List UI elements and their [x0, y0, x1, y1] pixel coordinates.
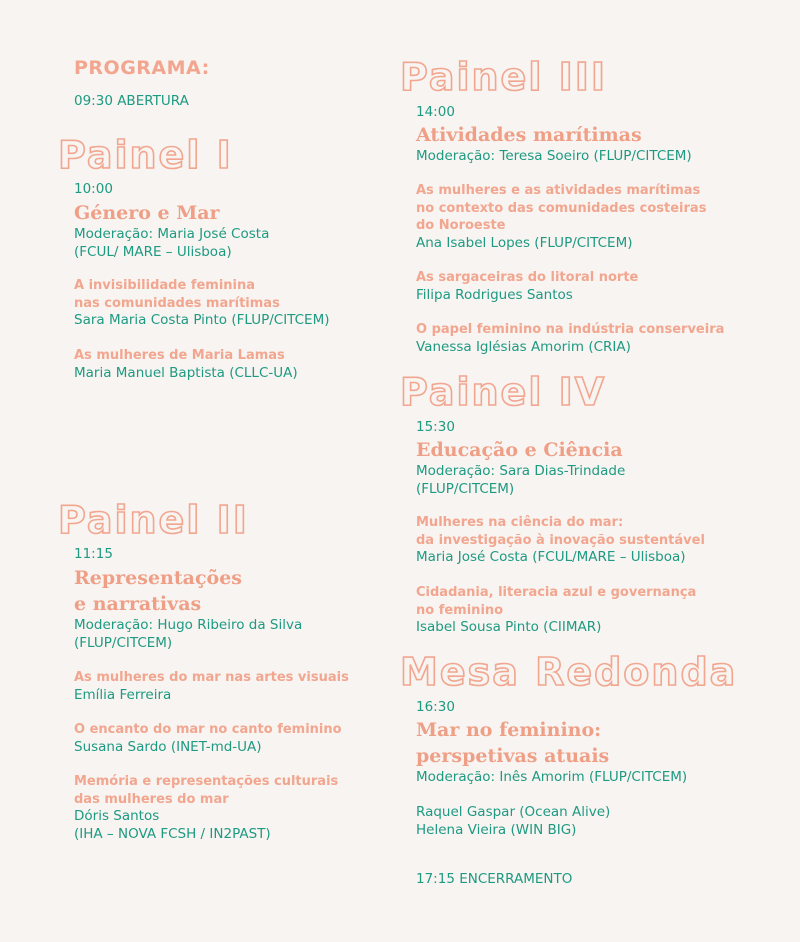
- programa-label: PROGRAMA:: [74, 57, 210, 79]
- painel-1-heading: Painel I: [58, 133, 233, 177]
- mesa-redonda-moderation: Moderação: Inês Amorim (FLUP/CITCEM): [416, 769, 688, 785]
- talk: A invisibilidade feminina nas comunidades marítimas Sara Maria Costa Pinto (FLUP/CITCEM): [74, 278, 330, 328]
- talk: Mulheres na ciência do mar: da investigação à inovação sustentável Maria José Costa (FCUL/MARE – Ulisboa): [416, 515, 705, 565]
- mesa-redonda-heading: Mesa Redonda: [400, 650, 738, 694]
- talk: Cidadania, literacia azul e governança no feminino Isabel Sousa Pinto (CIIMAR): [416, 585, 697, 635]
- talk: As mulheres de Maria Lamas Maria Manuel Baptista (CLLC-UA): [74, 348, 298, 381]
- painel-3-time: 14:00: [416, 104, 455, 120]
- talk: As sargaceiras do litoral norte Filipa Rodrigues Santos: [416, 270, 639, 303]
- painel-2-moderation: Moderação: Hugo Ribeiro da Silva (FLUP/CITCEM): [74, 617, 303, 651]
- talk: Memória e representações culturais das mulheres do mar Dóris Santos (IHA – NOVA FCSH / IN2PAST): [74, 774, 339, 842]
- encerramento-time: 17:15 ENCERRAMENTO: [416, 871, 573, 887]
- painel-3-heading: Painel III: [400, 55, 607, 99]
- talk: O papel feminino na indústria conserveira Vanessa Iglésias Amorim (CRIA): [416, 322, 725, 355]
- painel-1-title: Género e Mar: [74, 202, 220, 224]
- mesa-redonda-participants: Raquel Gaspar (Ocean Alive) Helena Vieira (WIN BIG): [416, 804, 611, 838]
- talk: As mulheres do mar nas artes visuais Emília Ferreira: [74, 670, 349, 703]
- painel-4-title: Educação e Ciência: [416, 439, 623, 461]
- painel-4-time: 15:30: [416, 419, 455, 435]
- painel-1-time: 10:00: [74, 181, 113, 197]
- painel-1-moderation: Moderação: Maria José Costa (FCUL/ MARE – Ulisboa): [74, 226, 270, 260]
- painel-4-heading: Painel IV: [400, 370, 607, 414]
- talk: As mulheres e as atividades marítimas no contexto das comunidades costeiras do Noroeste Ana Isabel Lopes (FLUP/CITCEM): [416, 183, 707, 251]
- abertura-time: 09:30 ABERTURA: [74, 93, 189, 109]
- painel-2-title: Representações e narrativas: [74, 567, 242, 615]
- painel-4-moderation: Moderação: Sara Dias-Trindade (FLUP/CITCEM): [416, 463, 626, 497]
- talk: O encanto do mar no canto feminino Susana Sardo (INET-md-UA): [74, 722, 342, 755]
- mesa-redonda-title: Mar no feminino: perspetivas atuais: [416, 719, 610, 767]
- painel-2-heading: Painel II: [58, 498, 249, 542]
- painel-2-time: 11:15: [74, 546, 113, 562]
- mesa-redonda-time: 16:30: [416, 699, 455, 715]
- painel-3-moderation: Moderação: Teresa Soeiro (FLUP/CITCEM): [416, 148, 692, 164]
- painel-3-title: Atividades marítimas: [416, 124, 642, 146]
